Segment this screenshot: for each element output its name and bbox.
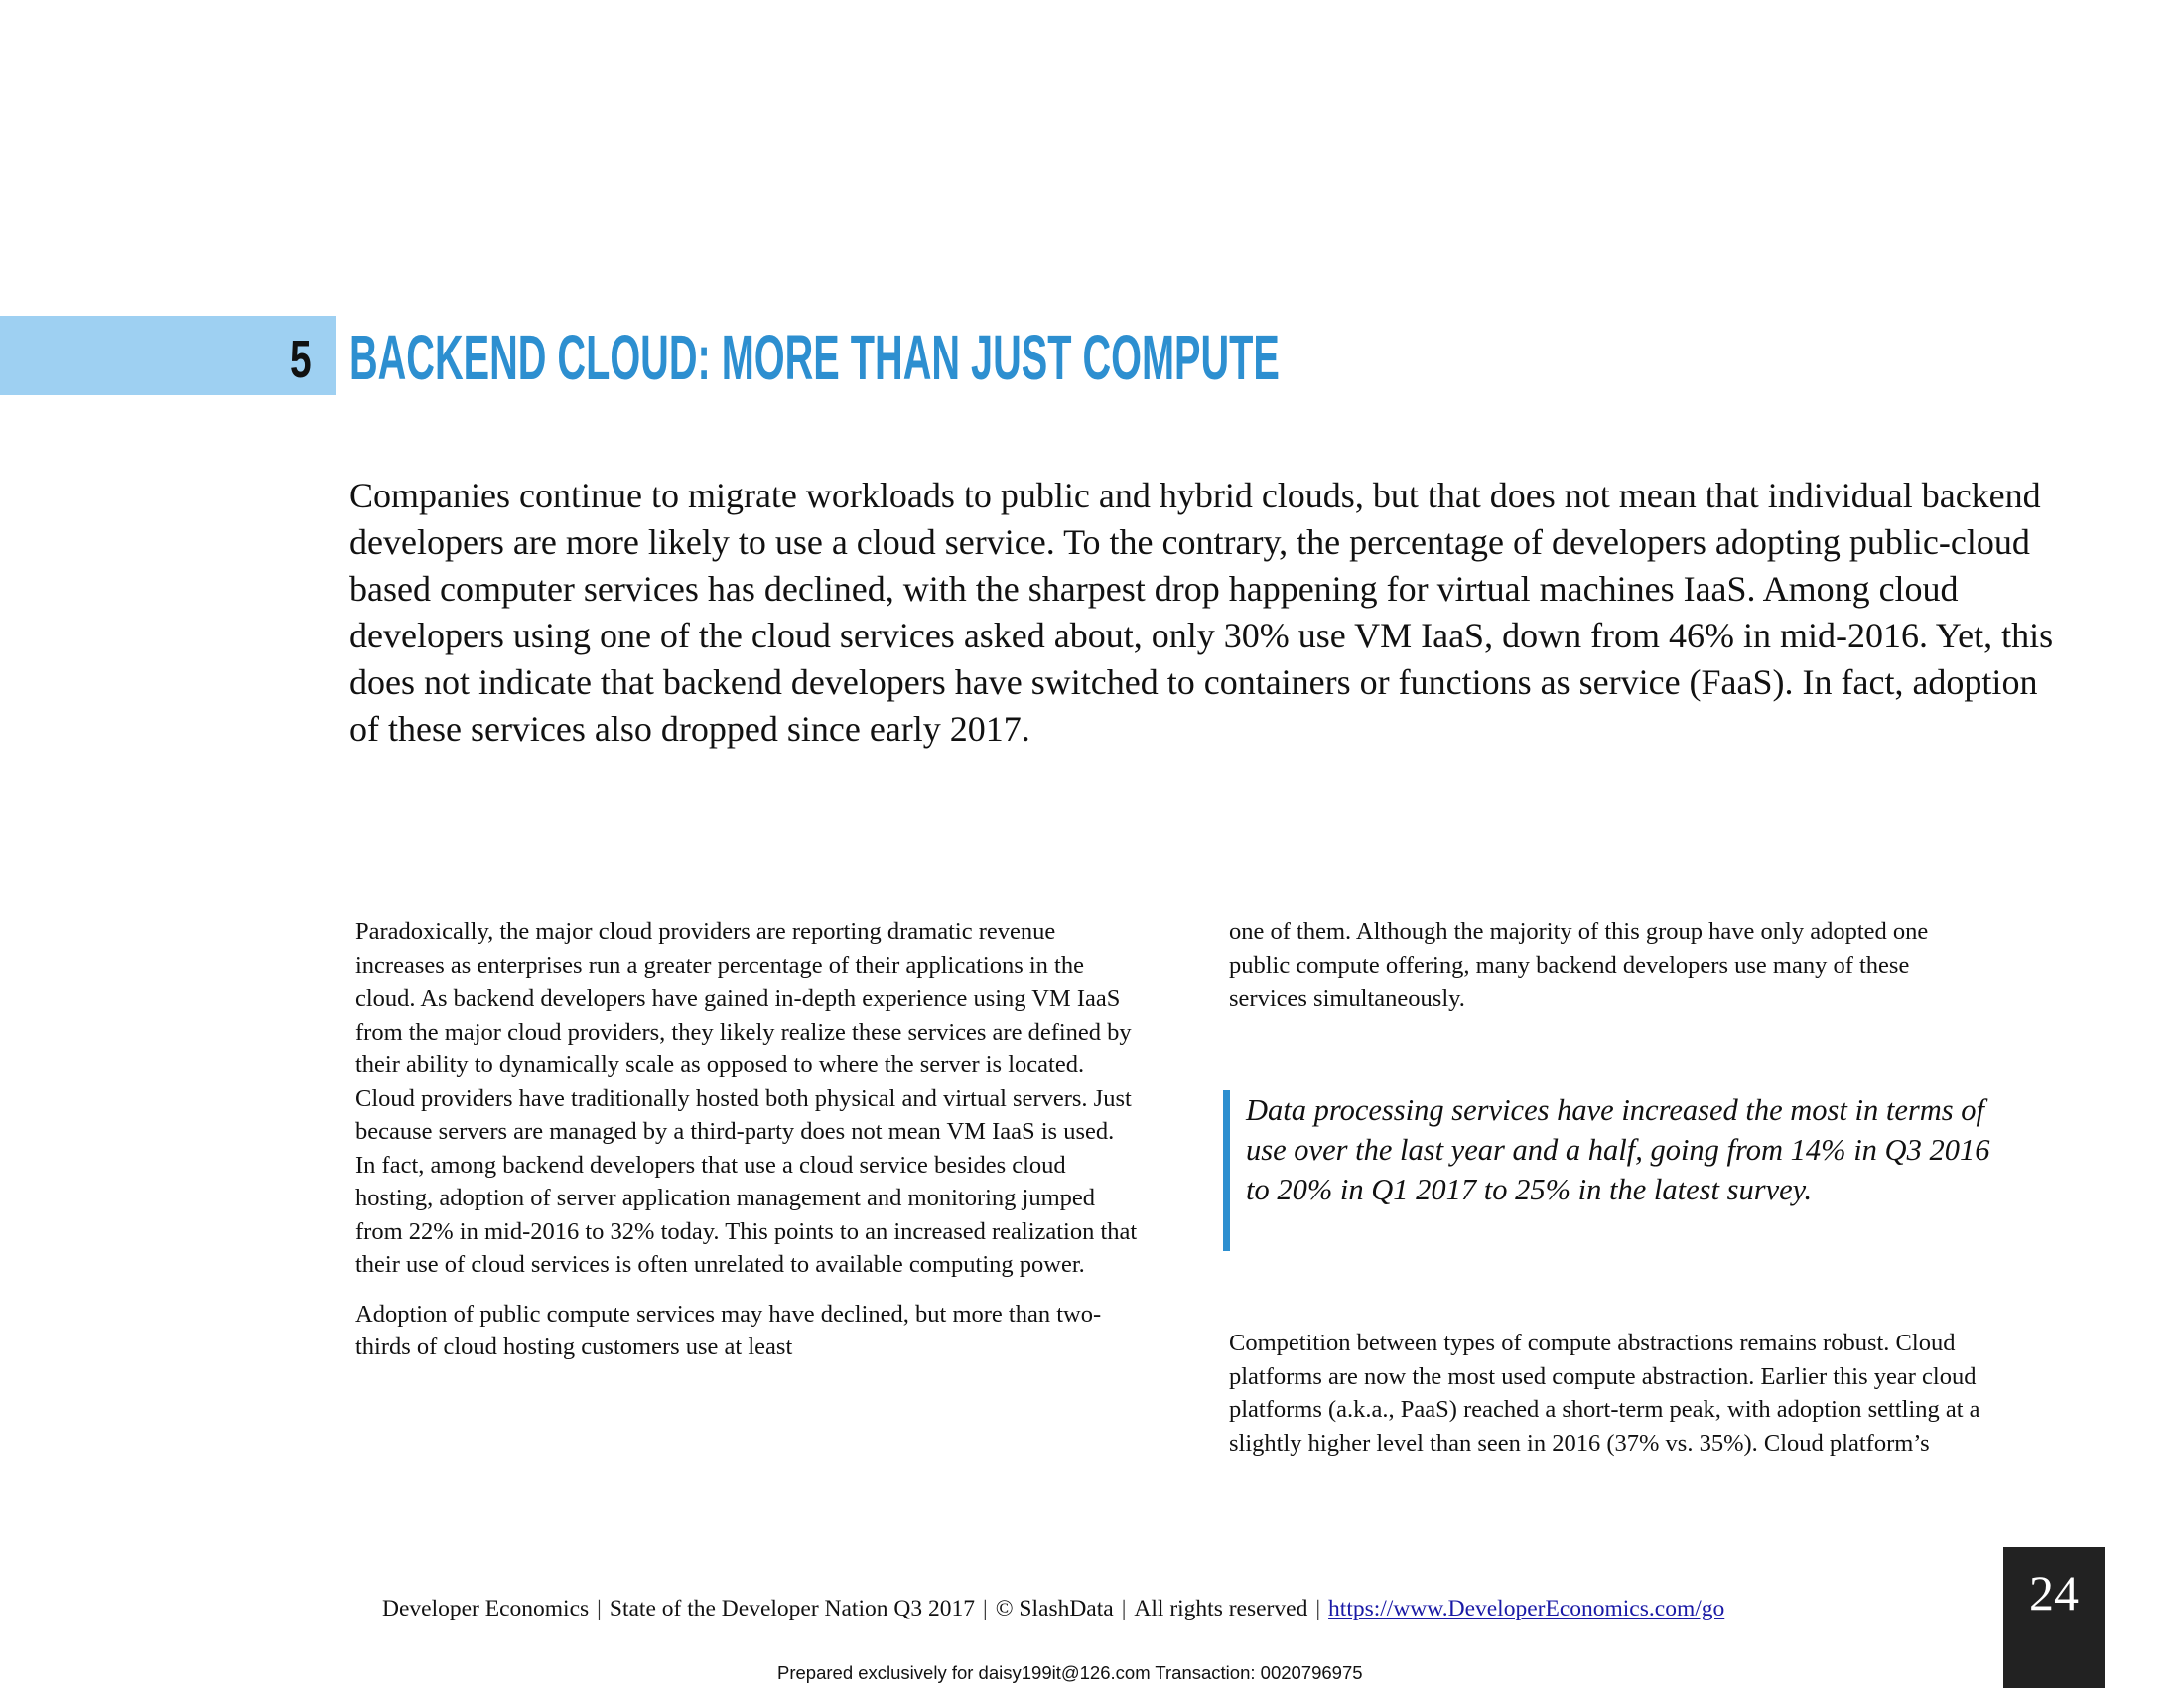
section-title: BACKEND CLOUD: MORE THAN JUST COMPUTE: [349, 322, 1280, 393]
right-column-top: [1229, 915, 1993, 1032]
section-number: 5: [290, 330, 312, 389]
body-paragraph: Paradoxically, the major cloud providers are reporting dramatic revenue increases as enterprises run a greater percentage of their applications in the cloud. As backend developers have gained in-depth experience using VM IaaS from the major cloud providers, they likely realize these services are defined by their ability to dynamically scale as opposed to where the server is located. Cloud providers have traditionally hosted both physical and virtual servers. Just because servers are managed by a third-party does not mean VM IaaS is used. In fact, among backend developers that use a cloud service besides cloud hosting, adoption of server application management and monitoring jumped from 22% in mid-2016 to 32% today. This points to an increased realization that their use of cloud services is often unrelated to available computing power.: [355, 918, 1138, 1278]
footer-rights: All rights reserved: [1134, 1596, 1308, 1621]
section-header-bar: [0, 316, 336, 395]
pull-quote: Data processing services have increased the most in terms of use over the last year and a half, going from 14% in Q3 2016 to 20% in Q1 2017 to 25% in the latest survey.: [1223, 1090, 2017, 1251]
body-paragraph: Adoption of public compute services may have declined, but more than two-thirds of cloud hosting customers use at least: [355, 1300, 1102, 1360]
footer: [382, 1593, 1724, 1624]
body-paragraph: Competition between types of compute abstractions remains robust. Cloud platforms are now the most used compute abstraction. Earlier this year cloud platforms (a.k.a., PaaS) reached a short-term peak, with adoption settling at a slightly higher level than seen in 2016 (37% vs. 35%). Cloud platform’s: [1229, 1330, 1980, 1457]
prepared-for-notice: Prepared exclusively for daisy199it@126.com Transaction: 0020796975: [777, 1662, 1363, 1683]
left-column: [355, 915, 1140, 1380]
footer-link[interactable]: https://www.DeveloperEconomics.com/go: [1328, 1596, 1725, 1621]
footer-publication: Developer Economics: [382, 1596, 590, 1621]
footer-separator: |: [1315, 1596, 1321, 1621]
footer-separator: |: [597, 1596, 602, 1621]
page-number: 24: [2029, 1565, 2079, 1620]
footer-copyright: © SlashData: [995, 1596, 1114, 1621]
body-paragraph: one of them. Although the majority of this group have only adopted one public compute offering, many backend developers use many of these services simultaneously.: [1229, 918, 1929, 1012]
footer-separator: |: [1121, 1596, 1127, 1621]
intro-paragraph: Companies continue to migrate workloads to public and hybrid clouds, but that does not mean that individual backend developers are more likely to use a cloud service. To the contrary, the percentage of developers adopting public-cloud based computer services has declined, with the sharpest drop happening for virtual machines IaaS. Among cloud developers using one of the cloud services asked about, only 30% use VM IaaS, down from 46% in mid-2016. Yet, this does not indicate that backend developers have switched to containers or functions as service (FaaS). In fact, adoption of these services also dropped since early 2017.: [349, 476, 2054, 749]
page-number-box: [2003, 1547, 2105, 1688]
footer-separator: |: [982, 1596, 988, 1621]
footer-report: State of the Developer Nation Q3 2017: [609, 1596, 975, 1621]
